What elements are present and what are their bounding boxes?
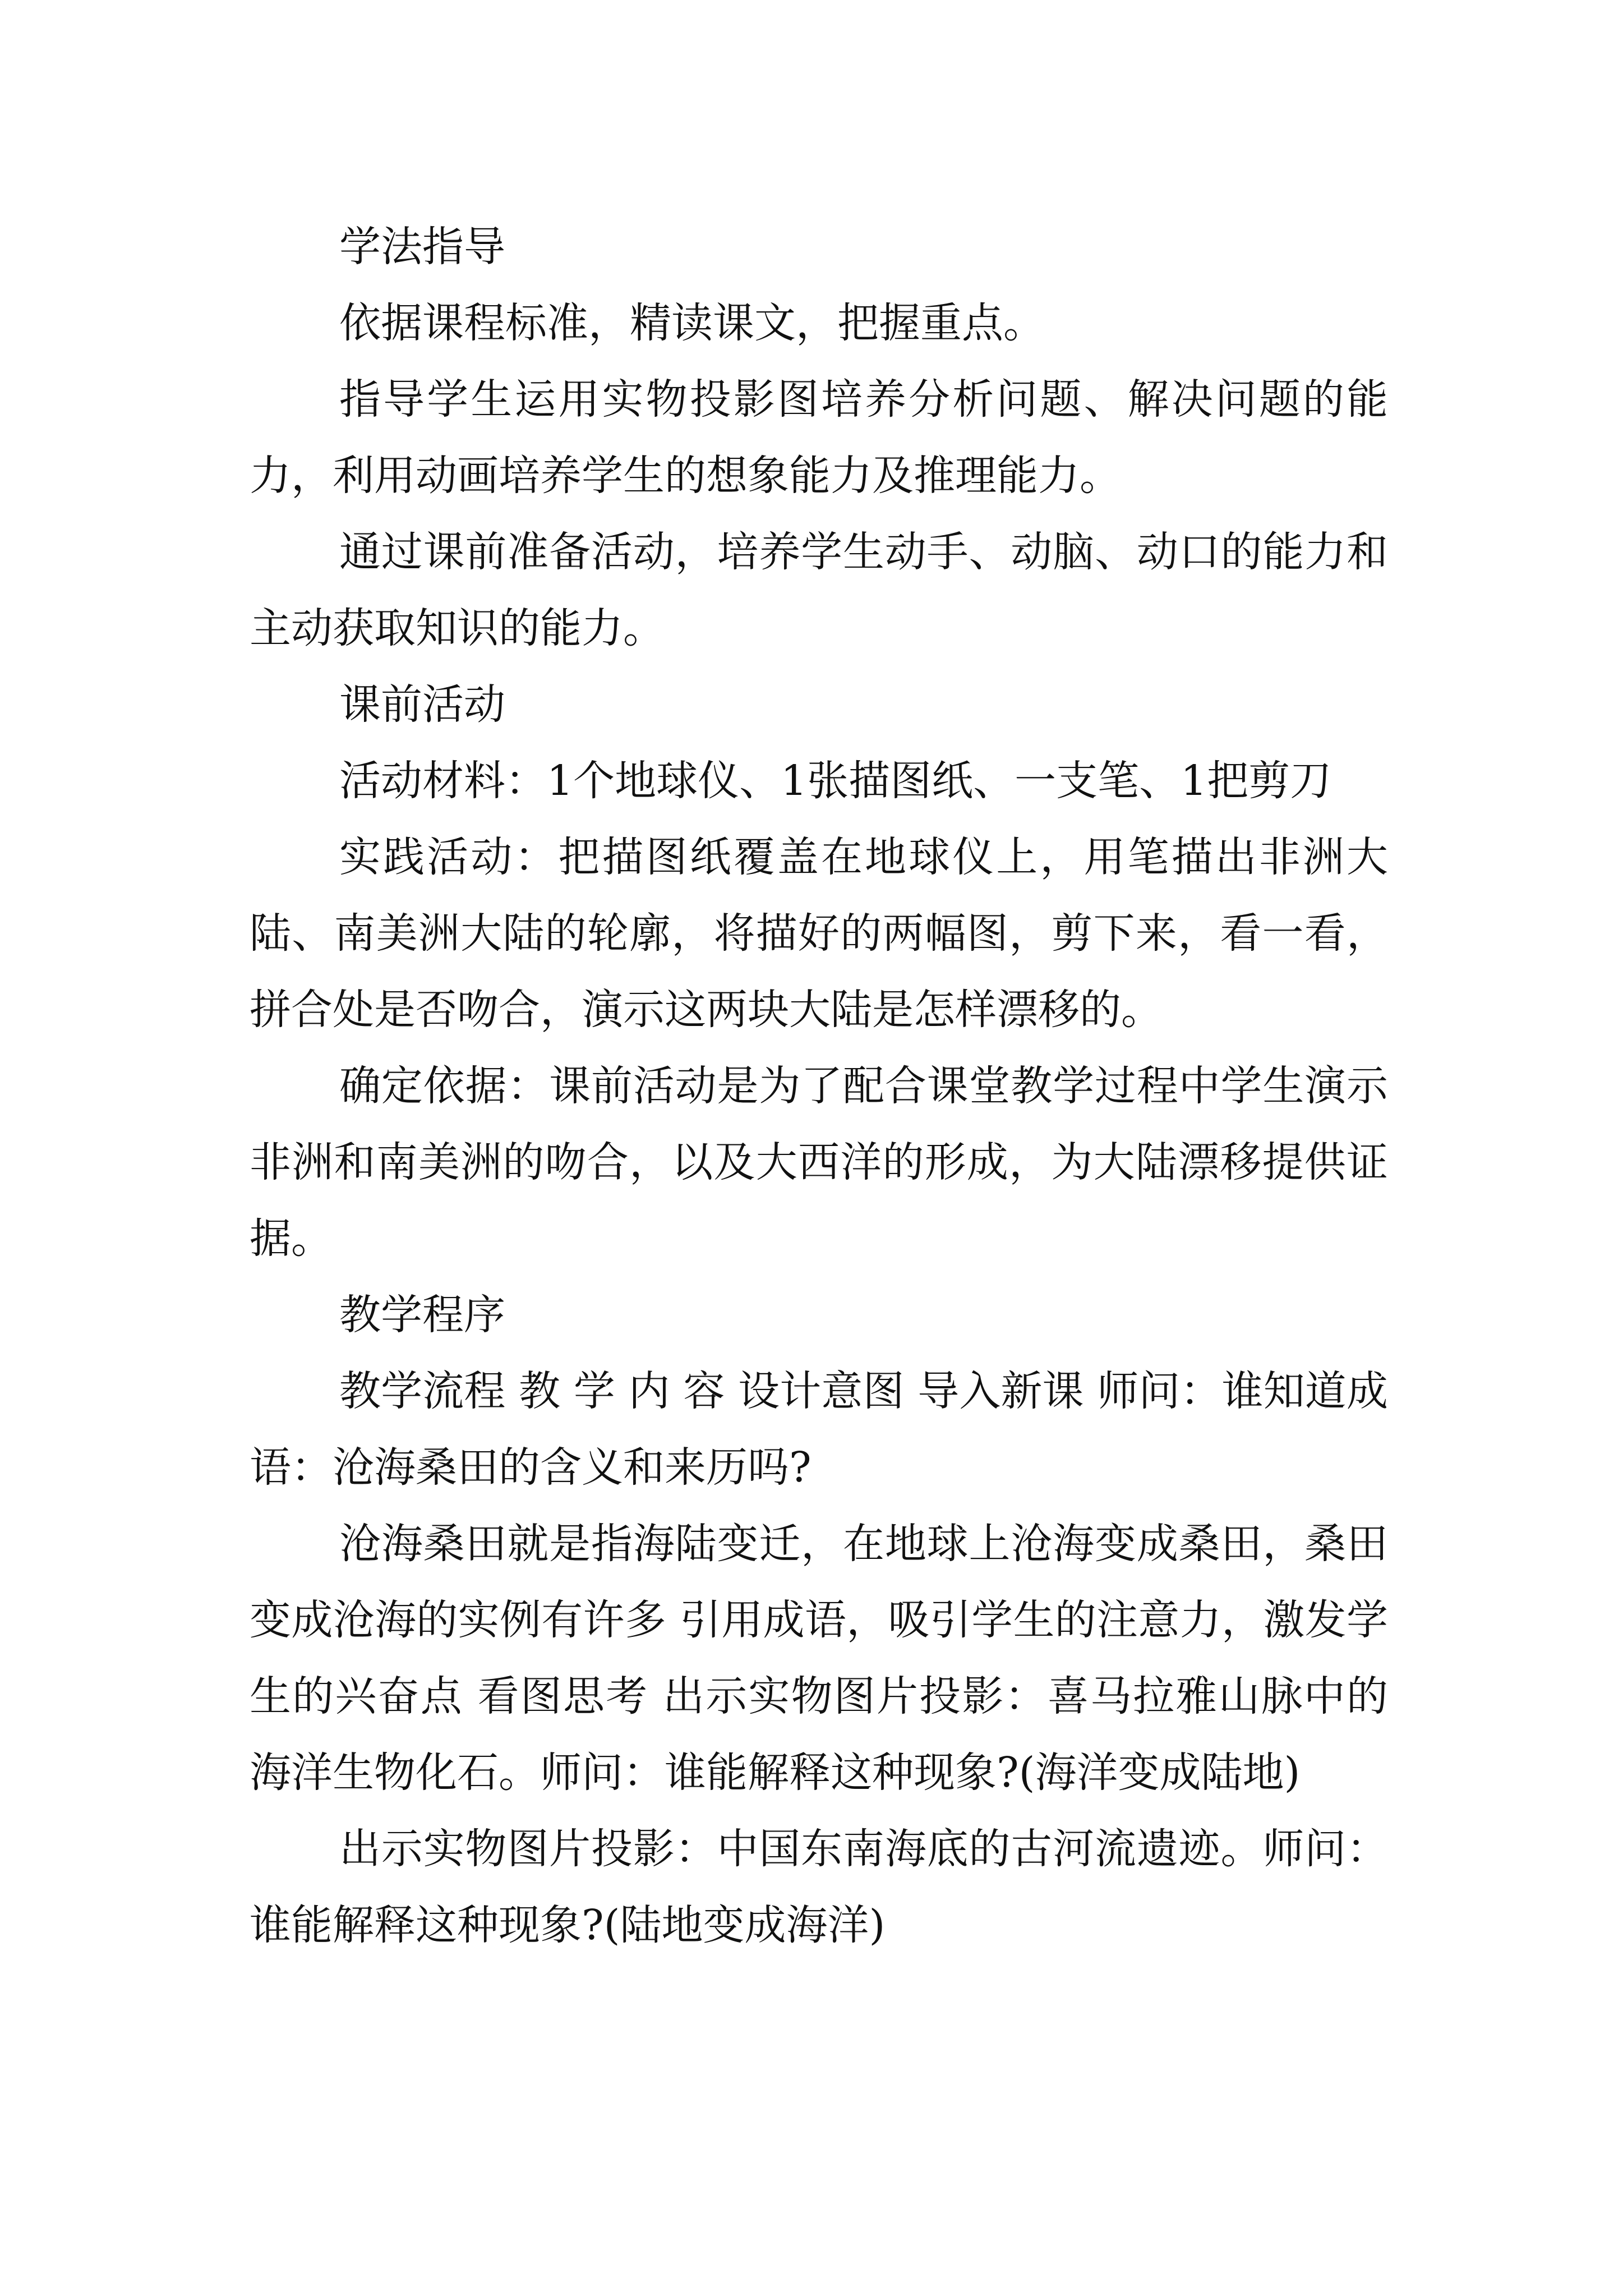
paragraph: 确定依据：课前活动是为了配合课堂教学过程中学生演示非洲和南美洲的吻合，以及大西洋的形成，为大陆漂移提供证据。	[250, 1062, 1388, 1263]
paragraph: 通过课前准备活动，培养学生动手、动脑、动口的能力和主动获取知识的能力。	[250, 528, 1388, 652]
paragraph: 依据课程标准，精读课文，把握重点。	[339, 299, 1045, 347]
section-heading-study-methods: 学法指导	[339, 223, 505, 271]
paragraph: 出示实物图片投影：中国东南海底的古河流遗迹。师问：谁能解释这种现象?(陆地变成海洋)	[250, 1825, 1388, 1949]
paragraph: 教学流程 教 学 内 容 设计意图 导入新课 师问：谁知道成语：沧海桑田的含义和来历吗?	[250, 1367, 1388, 1492]
section-heading-pre-class-activity: 课前活动	[339, 680, 505, 729]
document-body	[250, 209, 1388, 1963]
section-heading-teaching-procedure: 教学程序	[339, 1291, 505, 1339]
paragraph: 活动材料：1个地球仪、1张描图纸、一支笔、1把剪刀	[339, 757, 1332, 805]
paragraph: 沧海桑田就是指海陆变迁，在地球上沧海变成桑田，桑田变成沧海的实例有许多 引用成语，吸引学生的注意力，激发学生的兴奋点 看图思考 出示实物图片投影：喜马拉雅山脉中的海洋生物化石。师问：谁能解释这种现象?(海洋变成陆地)	[250, 1520, 1388, 1797]
paragraph: 实践活动：把描图纸覆盖在地球仪上，用笔描出非洲大陆、南美洲大陆的轮廓，将描好的两幅图，剪下来，看一看，拼合处是否吻合，演示这两块大陆是怎样漂移的。	[250, 833, 1388, 1034]
paragraph: 指导学生运用实物投影图培养分析问题、解决问题的能力，利用动画培养学生的想象能力及推理能力。	[250, 375, 1388, 500]
